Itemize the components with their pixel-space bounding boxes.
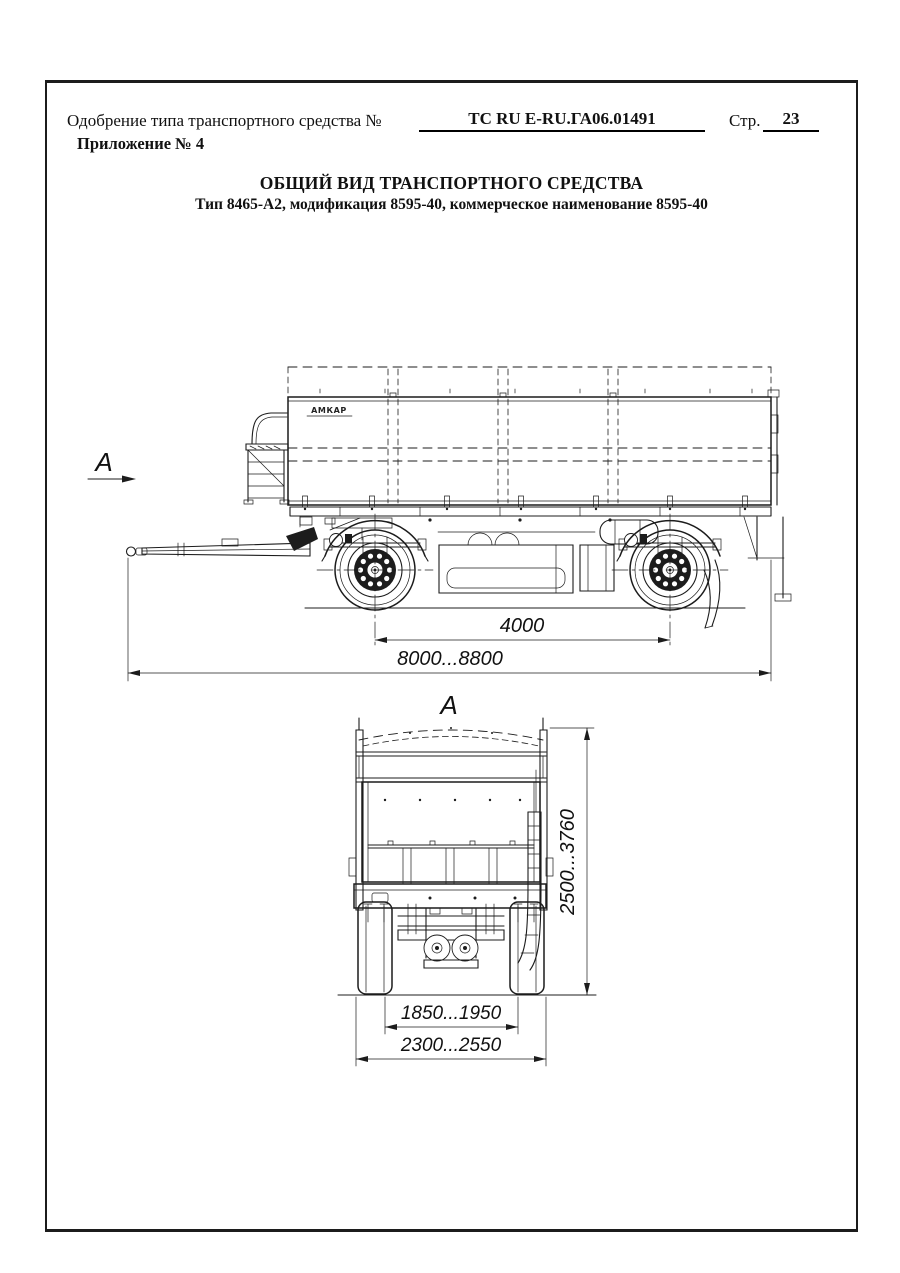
suspension <box>324 534 721 554</box>
rear-tarp-bow <box>359 718 543 746</box>
page-label: Стр. <box>729 111 761 130</box>
rear-ladder <box>518 770 541 970</box>
page-number: 23 <box>763 109 819 132</box>
drawbar <box>127 516 393 556</box>
dim-overall-height-value: 2500...3760 <box>557 809 579 915</box>
side-body <box>288 369 779 510</box>
manufacturer-logo: АМКАР <box>311 406 347 415</box>
dim-wheelbase-value: 4000 <box>499 615 545 637</box>
view-direction-arrow <box>88 447 136 483</box>
front-platform-ladder <box>244 413 289 504</box>
page-subtitle: Тип 8465-А2, модификация 8595-40, коммерческое наименование 8595-40 <box>195 196 708 213</box>
dim-track-value: 1850...1950 <box>400 1003 502 1024</box>
arrow-head-icon <box>122 476 136 483</box>
dim-track <box>385 997 518 1034</box>
dim-wheelbase <box>375 615 670 643</box>
dim-overall-width-value: 2300...2550 <box>400 1035 502 1056</box>
appendix-label: Приложение № 4 <box>77 134 205 153</box>
view-arrow-label: А <box>95 447 113 477</box>
rear-body <box>349 730 553 910</box>
page-title: ОБЩИЙ ВИД ТРАНСПОРТНОГО СРЕДСТВА <box>259 173 644 193</box>
vehicle-general-view-drawing <box>45 350 854 1085</box>
side-view <box>88 367 791 681</box>
dim-overall-height <box>550 728 594 995</box>
approval-label: Одобрение типа транспортного средства № <box>67 111 382 130</box>
side-tarp-outline <box>288 367 771 397</box>
rear-view <box>338 690 596 1066</box>
rear-chassis <box>358 902 544 994</box>
rear-view-label: А <box>440 690 458 720</box>
approval-number: ТС RU E-RU.ГА06.01491 <box>419 109 705 132</box>
dim-overall-length-value: 8000...8800 <box>397 648 503 670</box>
